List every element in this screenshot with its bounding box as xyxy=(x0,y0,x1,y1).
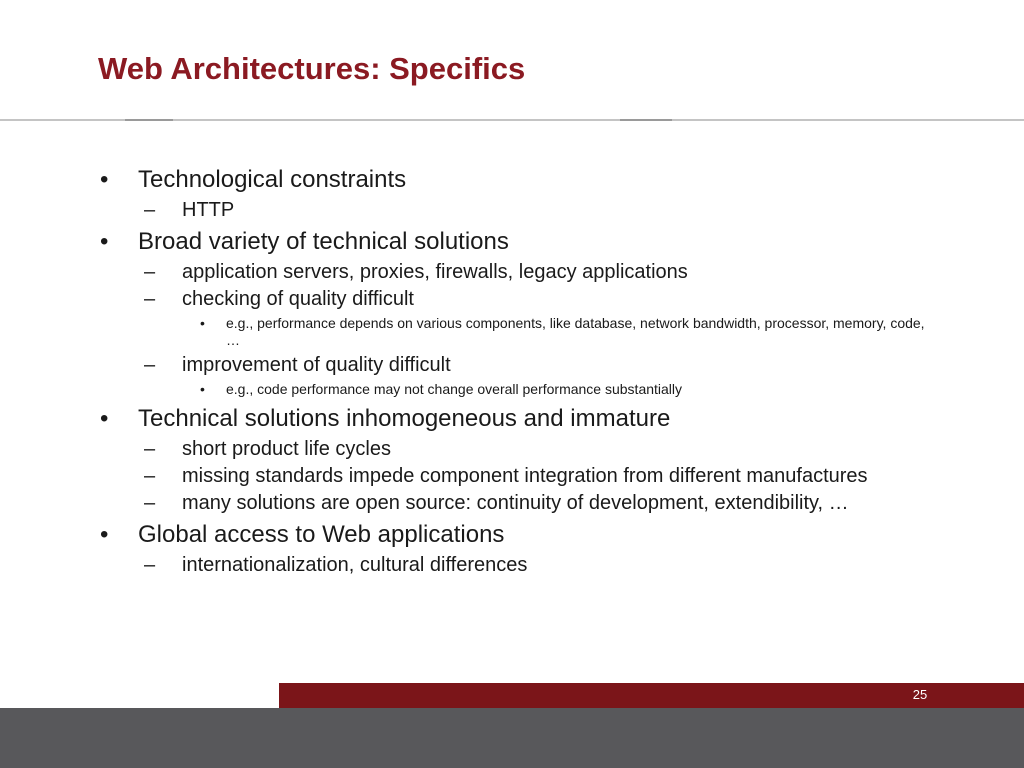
bullet-marker: • xyxy=(200,381,205,397)
dash-marker: – xyxy=(144,288,156,310)
sub-bullet-text: short product life cycles xyxy=(182,438,391,460)
sub-bullet-item xyxy=(144,289,930,310)
sub-bullet-item xyxy=(144,555,930,576)
sub-bullet-item xyxy=(144,355,930,376)
bullet-marker: • xyxy=(100,166,109,193)
sub-bullet-text: HTTP xyxy=(182,199,235,221)
footer-bar xyxy=(0,708,1024,768)
sub-bullet-text: internationalization, cultural differences xyxy=(182,554,528,576)
bullet-marker: • xyxy=(100,405,109,432)
sub-bullet-item xyxy=(144,262,930,283)
sub-bullet-text: missing standards impede component integration from different manufactures xyxy=(182,465,868,487)
slide-content xyxy=(100,165,930,576)
bullet-marker: • xyxy=(200,315,205,331)
sub-bullet-item xyxy=(144,466,930,487)
bullet-text: Technical solutions inhomogeneous and immature xyxy=(138,405,671,432)
dash-marker: – xyxy=(144,199,156,221)
sub-bullet-text: checking of quality difficult xyxy=(182,288,414,310)
sub-bullet-item xyxy=(144,439,930,460)
bullet-text: Technological constraints xyxy=(138,166,407,193)
bullet-item xyxy=(100,404,930,433)
sub-bullet-text: application servers, proxies, firewalls, legacy applications xyxy=(182,261,688,283)
title-divider-accent xyxy=(620,119,672,121)
sub-sub-bullet-item xyxy=(200,315,930,349)
dash-marker: – xyxy=(144,354,156,376)
bullet-item xyxy=(100,520,930,549)
footer-band xyxy=(0,683,279,708)
dash-marker: – xyxy=(144,554,156,576)
dash-marker: – xyxy=(144,465,156,487)
sub-bullet-item xyxy=(144,493,930,514)
bullet-item xyxy=(100,227,930,256)
sub-sub-bullet-text: e.g., code performance may not change overall performance substantially xyxy=(226,381,683,397)
dash-marker: – xyxy=(144,492,156,514)
sub-sub-bullet-text: e.g., performance depends on various components, like database, network bandwidth, processor, memory, code, … xyxy=(226,315,925,348)
bullet-marker: • xyxy=(100,521,109,548)
sub-bullet-item xyxy=(144,200,930,221)
sub-sub-bullet-item xyxy=(200,381,930,398)
sub-bullet-text: improvement of quality difficult xyxy=(182,354,451,376)
dash-marker: – xyxy=(144,438,156,460)
bullet-item xyxy=(100,165,930,194)
bullet-text: Global access to Web applications xyxy=(138,521,505,548)
bullet-text: Broad variety of technical solutions xyxy=(138,228,509,255)
dash-marker: – xyxy=(144,261,156,283)
bullet-marker: • xyxy=(100,228,109,255)
title-divider-accent xyxy=(125,119,173,121)
slide-title: Web Architectures: Specifics xyxy=(98,51,526,86)
page-number: 25 xyxy=(912,687,928,702)
sub-bullet-text: many solutions are open source: continuity of development, extendibility, … xyxy=(182,492,849,514)
